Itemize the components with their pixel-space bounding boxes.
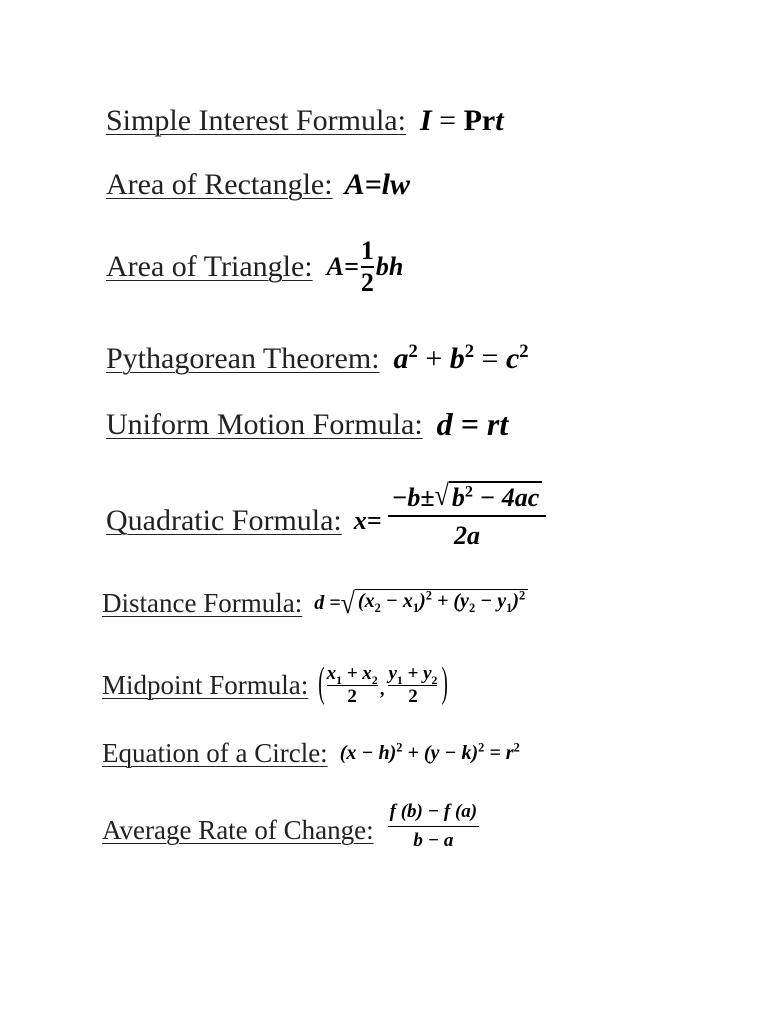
rate-change-label: Average Rate of Change: <box>102 814 374 845</box>
formula-area-rectangle <box>106 168 410 202</box>
rate-change-expr <box>388 801 479 852</box>
formula-circle <box>102 738 520 769</box>
formula-uniform-motion <box>106 406 508 443</box>
formula-rate-of-change <box>102 796 479 856</box>
area-triangle-expr: A= $\frac{1}{2}$ bh <box>326 236 404 297</box>
quadratic-label: Quadratic Formula: <box>106 504 342 537</box>
formula-simple-interest <box>106 104 504 138</box>
quadratic-numerator: −b± √ $b^2 - 4ac$ <box>388 481 547 515</box>
simple-interest-expr: I = Prt <box>419 104 504 137</box>
area-rectangle-label: Area of Rectangle: <box>106 168 333 201</box>
uniform-motion-label: Uniform Motion Formula: <box>106 407 423 441</box>
triangle-numerator: 1 <box>360 236 374 265</box>
distance-label: Distance Formula: <box>102 588 303 618</box>
quadratic-expr: x= −b± √ $b^2 - 4ac$ 2a <box>354 481 547 551</box>
simple-interest-label: Simple Interest Formula: <box>106 104 406 137</box>
circle-expr: $(x - h)^2 + (y - k)^2 = r^2$ <box>339 740 520 764</box>
area-rectangle-expr: A=lw <box>344 168 411 201</box>
formula-pythagorean <box>106 342 529 376</box>
formula-quadratic <box>106 470 546 562</box>
formula-area-triangle <box>106 236 403 298</box>
formula-distance <box>102 588 528 619</box>
area-triangle-label: Area of Triangle: <box>106 250 313 283</box>
pythagorean-label: Pythagorean Theorem: <box>106 342 380 375</box>
formula-midpoint <box>102 652 448 718</box>
triangle-denominator: 2 <box>360 268 374 297</box>
circle-label: Equation of a Circle: <box>102 738 328 768</box>
rate-change-numerator: f (b) − f (a) <box>389 800 478 822</box>
sqrt-symbol: √ $b^2 - 4ac$ <box>435 481 543 513</box>
rate-change-denominator: b − a <box>413 829 454 851</box>
distance-sqrt: √ $(x_2 - x_1)^2 + (y_2 - y_1)^2$ <box>341 589 529 619</box>
distance-expr: d = √ $(x_2 - x_1)^2 + (y_2 - y_1)^2$ <box>314 589 528 619</box>
midpoint-label: Midpoint Formula: <box>102 669 309 700</box>
quadratic-denominator: 2a <box>453 521 480 550</box>
midpoint-expr: ( $\frac{x_1 + x_2}{2}$ , $\frac{y_1 + y_2}{2}$ ) <box>318 660 448 707</box>
pythagorean-expr: $a^2 + b^2 = c^2$ <box>393 341 529 375</box>
uniform-motion-expr: d = rt <box>436 406 509 442</box>
